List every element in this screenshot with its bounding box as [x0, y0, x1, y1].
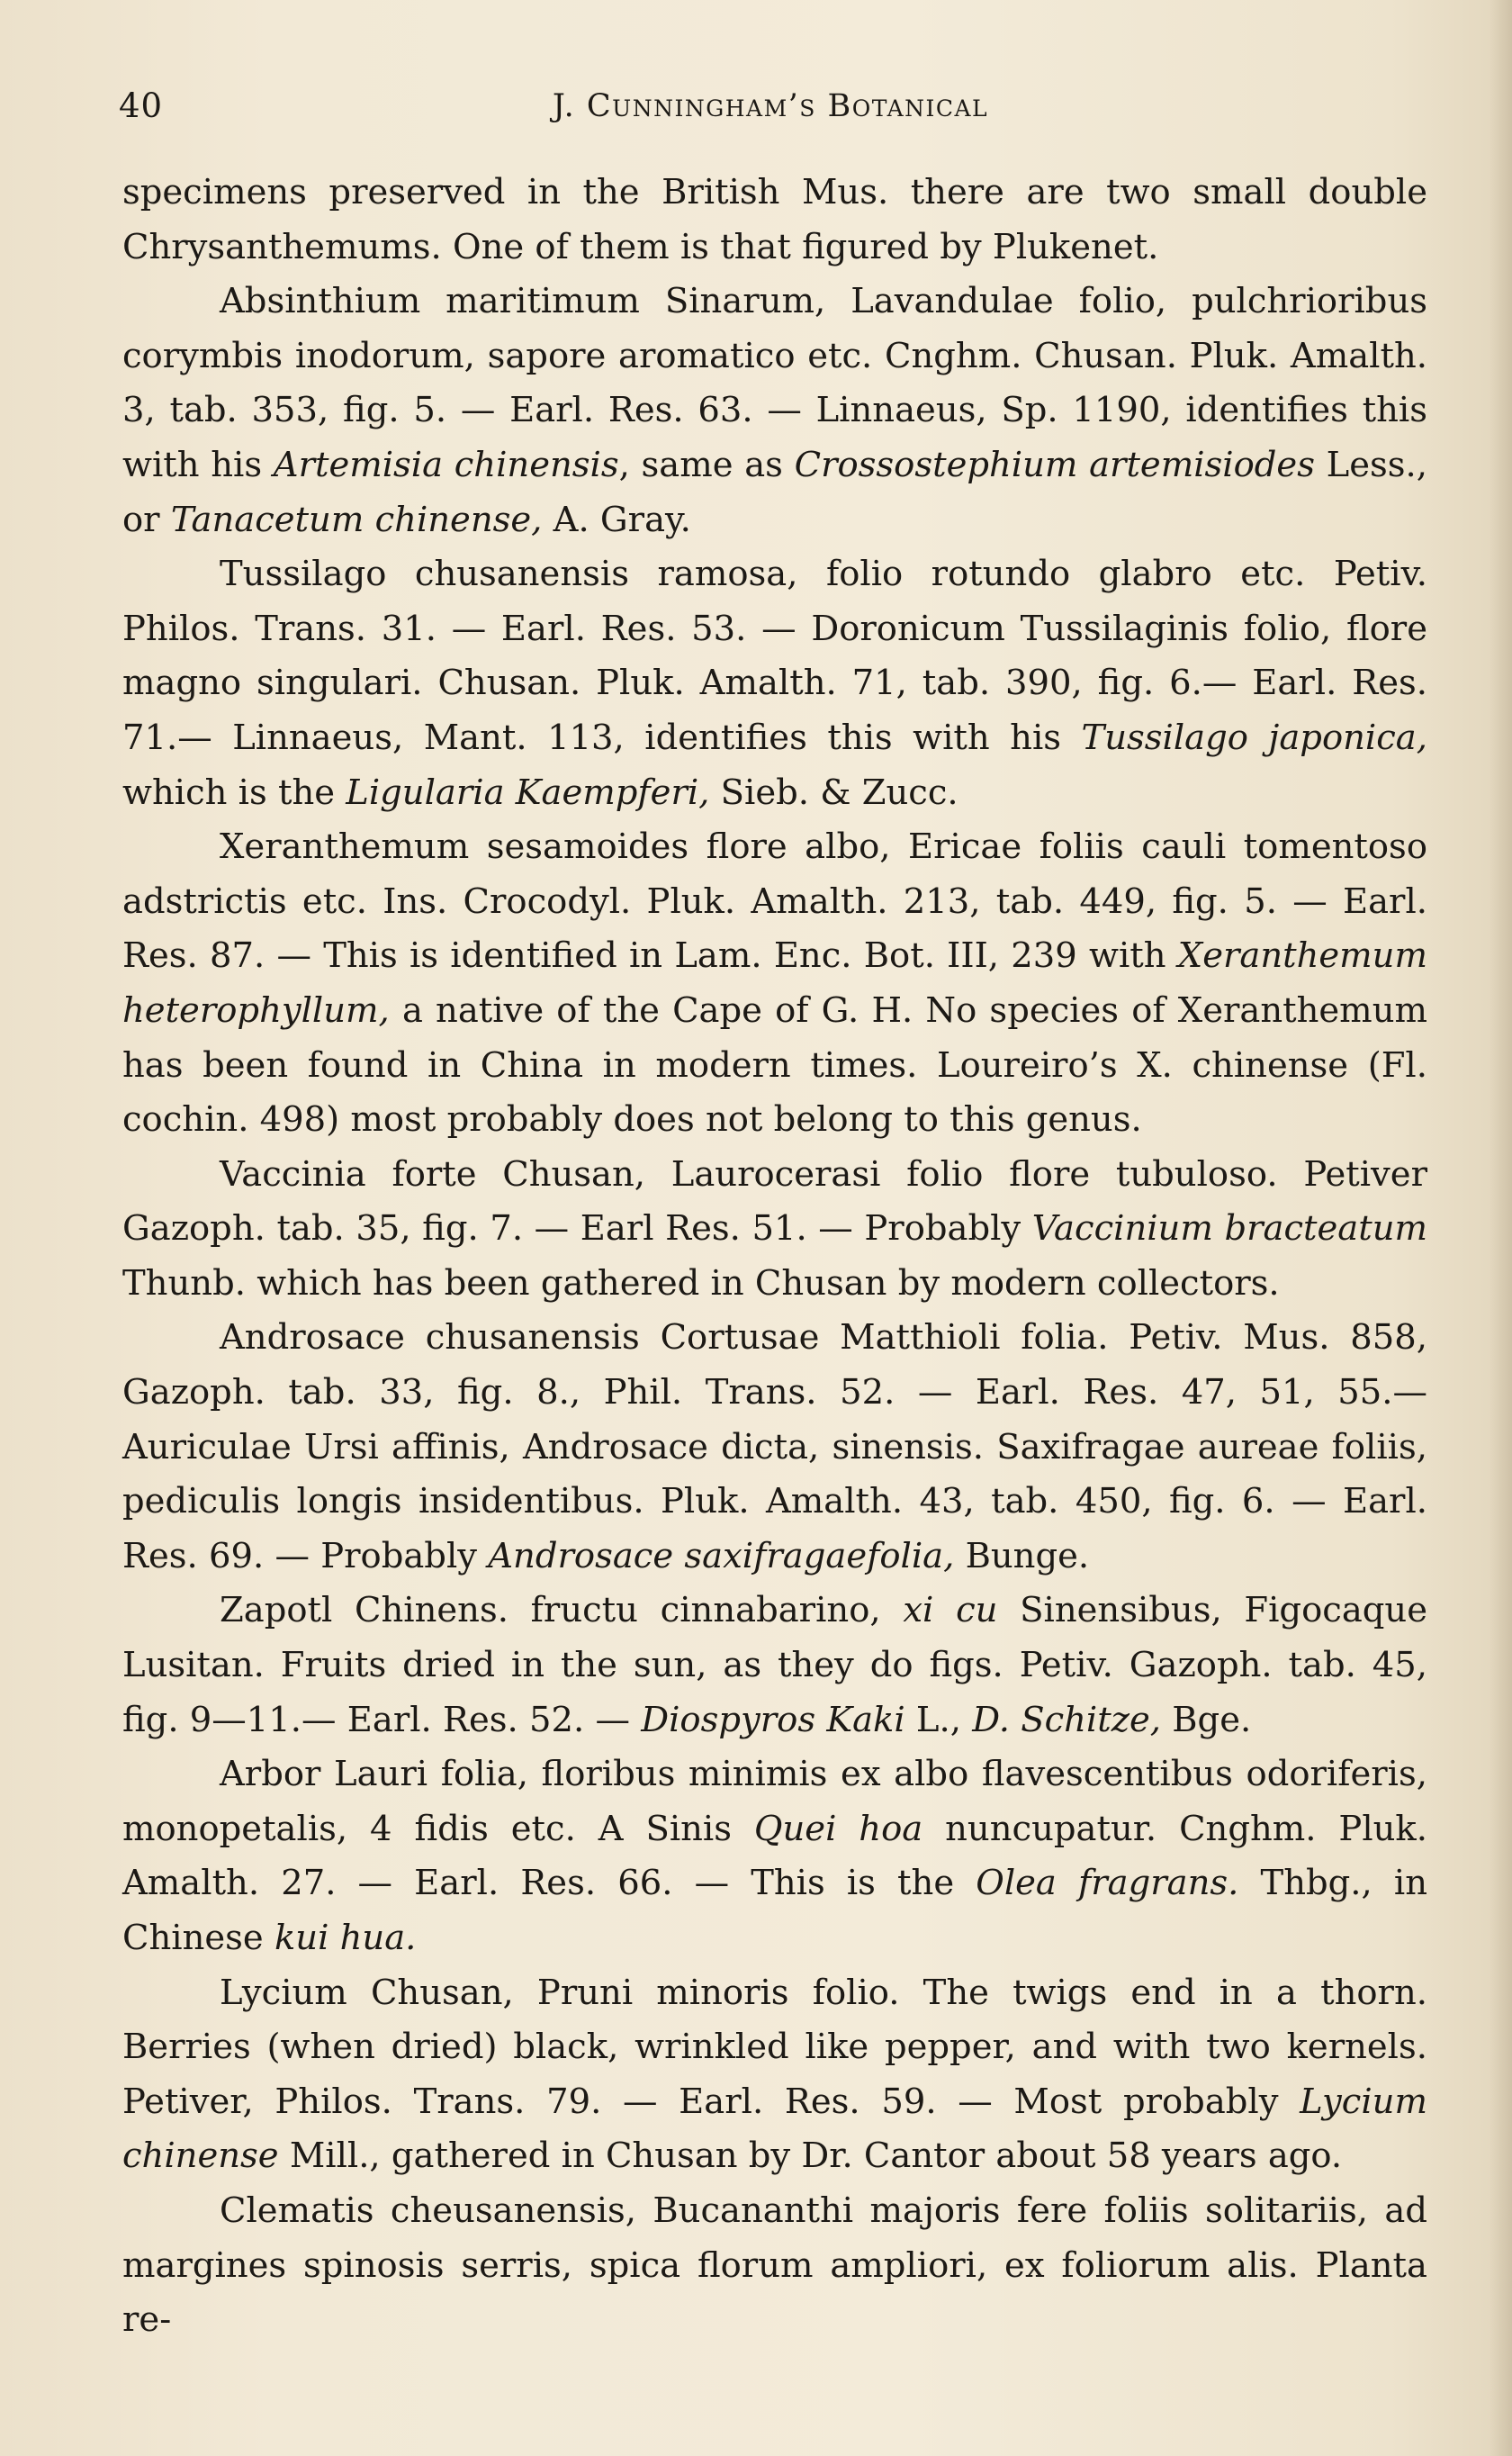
- text-segment: specimens preserved in the British Mus. there are two small double Chrysanthemums. One of them is that figured by Plukenet.: [122, 172, 1427, 267]
- text-segment: Lycium Chusan, Pruni minoris folio. The twigs end in a thorn. Berries (when dried) black, wrinkled like pepper, and with two kernels. Petiver, Philos. Trans. 79. — Earl. Res. 59. — Most probably: [122, 1972, 1427, 2122]
- text-segment: L.,: [904, 1699, 973, 1740]
- italic-taxon-name: Crossostephium artemisiodes: [794, 444, 1315, 485]
- text-segment: Sieb. & Zucc.: [709, 772, 958, 813]
- running-head: J. Cunningham’s Botanical: [552, 88, 989, 124]
- text-segment: Clematis cheusanensis, Bucananthi majoris fere foliis solitariis, ad margines spinosis serris, spica florum ampliori, ex foliorum alis. Planta re-: [122, 2190, 1427, 2341]
- italic-taxon-name: kui hua.: [274, 1918, 417, 1958]
- text-segment: Bunge.: [954, 1535, 1090, 1576]
- text-segment: a native of the Cape of G. H. No species of Xeranthemum has been found in China in modern times. Loureiro’s X. chinense (Fl. cochin. 498) most probably does not belong to this genus.: [122, 989, 1427, 1141]
- page-number: 40: [119, 86, 164, 125]
- text-segment: A. Gray.: [542, 499, 691, 540]
- paragraph: [122, 166, 1427, 275]
- italic-taxon-name: Tanacetum chinense,: [170, 499, 543, 540]
- italic-taxon-name: Tussilago japonica,: [1081, 717, 1427, 758]
- italic-taxon-name: Androsace saxifragaefolia,: [488, 1535, 955, 1576]
- text-segment: Less., or: [122, 444, 1427, 540]
- text-segment: Sinensibus, Figocaque Lusitan. Fruits dried in the sun, as they do figs. Petiv. Gazoph. tab. 45, fig. 9—11.— Earl. Res. 52. —: [122, 1590, 1428, 1740]
- paragraph: [122, 275, 1427, 547]
- paragraph: [122, 1747, 1427, 1965]
- italic-taxon-name: Vaccinium bracteatum: [1031, 1208, 1427, 1250]
- body-text: [122, 166, 1427, 2348]
- text-segment: Androsace chusanensis Cortusae Matthioli folia. Petiv. Mus. 858, Gazoph. tab. 33, fig. 8., Phil. Trans. 52. — Earl. Res. 47, 51, 55.— Auriculae Ursi affinis, Androsace dicta, sinensis. Saxifragae aureae foliis, pediculis longis insidentibus. Pluk. Amalth. 43, tab. 450, fig. 6. — Earl. Res. 69. — Probably: [122, 1317, 1427, 1576]
- text-segment: Xeranthemum sesamoides flore albo, Ericae foliis cauli tomentoso adstrictis etc. Ins. Crocodyl. Pluk. Amalth. 213, tab. 449, fig. 5. — Earl. Res. 87. — This is identified in Lam. Enc. Bot. III, 239 with: [122, 826, 1427, 977]
- text-segment: Mill., gathered in Chusan by Dr. Cantor about 58 years ago.: [278, 2135, 1343, 2177]
- text-segment: Arbor Lauri folia, floribus minimis ex albo flavescentibus odoriferis, monopetalis, 4 fidis etc. A Sinis: [122, 1754, 1427, 1849]
- text-segment: Tussilago chusanensis ramosa, folio rotundo glabro etc. Petiv. Philos. Trans. 31. — Earl. Res. 53. — Doronicum Tussilaginis folio, flore magno singulari. Chusan. Pluk. Amalth. 71, tab. 390, fig. 6.— Earl. Res. 71.— Linnaeus, Mant. 113, identifies this with his: [122, 554, 1427, 758]
- italic-taxon-name: Olea fragrans.: [976, 1863, 1239, 1904]
- text-segment: Bge.: [1161, 1699, 1252, 1740]
- text-segment: Thunb. which has been gathered in Chusan by modern collectors.: [122, 1262, 1280, 1304]
- text-segment: , same as: [618, 444, 795, 485]
- paragraph: [122, 2184, 1427, 2348]
- paragraph: [122, 820, 1427, 1148]
- text-segment: nuncupatur. Cnghm. Pluk. Amalth. 27. — Earl. Res. 66. — This is the: [122, 1808, 1427, 1904]
- text-segment: Vaccinia forte Chusan, Laurocerasi folio flore tubuloso. Petiver Gazoph. tab. 35, fig. 7. — Earl Res. 51. — Probably: [122, 1153, 1427, 1250]
- italic-taxon-name: xi cu: [903, 1590, 998, 1631]
- italic-taxon-name: Quei hoa: [753, 1808, 923, 1849]
- paragraph: [122, 547, 1427, 820]
- text-segment: Absinthium maritimum Sinarum, Lavandulae folio, pulchrioribus corymbis inodorum, sapore aromatico etc. Cnghm. Chusan. Pluk. Amalth. 3, tab. 353, fig. 5. — Earl. Res. 63. — Linnaeus, Sp. 1190, identifies this with his: [122, 281, 1427, 485]
- paragraph: [122, 1966, 1427, 2184]
- italic-taxon-name: Artemisia chinensis: [273, 444, 619, 485]
- paragraph: [122, 1584, 1427, 1747]
- italic-taxon-name: D. Schitze,: [972, 1699, 1162, 1740]
- italic-taxon-name: Lycium chinense: [122, 2081, 1427, 2177]
- italic-taxon-name: Diospyros Kaki: [641, 1699, 905, 1740]
- italic-taxon-name: Ligularia Kaempferi,: [346, 772, 710, 813]
- text-segment: Zapotl Chinens. fructu cinnabarino,: [220, 1590, 904, 1631]
- text-segment: Thbg., in Chinese: [122, 1863, 1427, 1958]
- paragraph: [122, 1148, 1427, 1312]
- paragraph: [122, 1311, 1427, 1584]
- page-header: [119, 86, 1422, 131]
- text-segment: which is the: [122, 772, 346, 813]
- italic-taxon-name: Xeranthemum heterophyllum,: [122, 935, 1427, 1031]
